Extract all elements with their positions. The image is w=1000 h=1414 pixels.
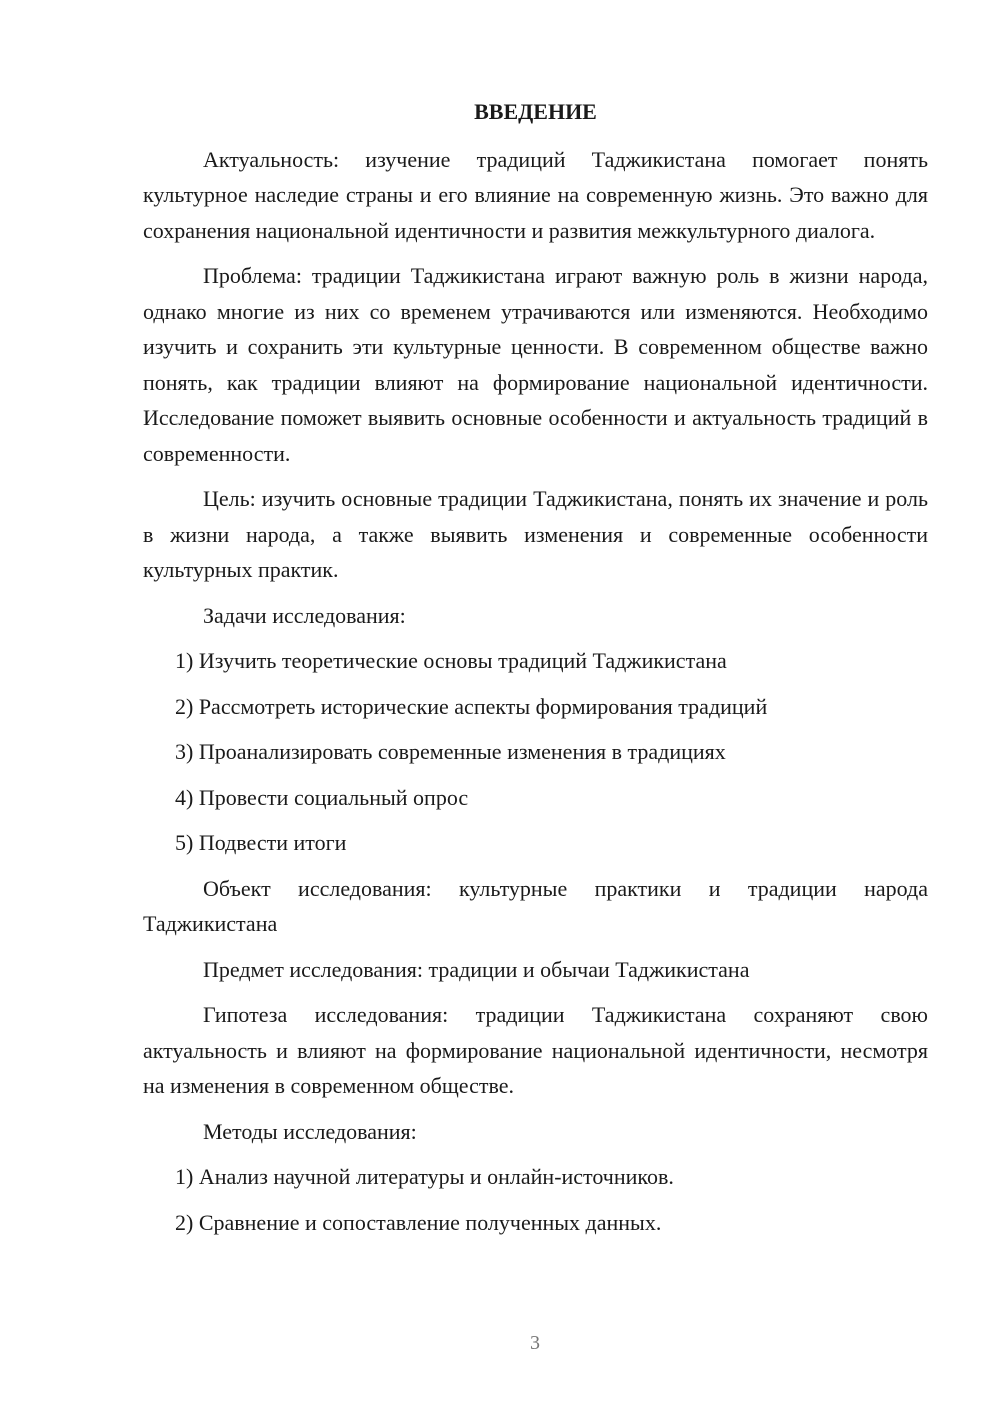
- subject-paragraph: Предмет исследования: традиции и обычаи Таджикистана: [203, 956, 750, 982]
- page-content: [143, 94, 928, 1250]
- list-item: 3) Проанализировать современные изменения в традициях: [175, 739, 726, 764]
- list-item: 5) Подвести итоги: [175, 830, 347, 855]
- page-number: 3: [530, 1332, 540, 1354]
- object-paragraph: Объект исследования: культурные практики и традиции народа Таджикистана: [143, 875, 928, 936]
- list-item: 1) Анализ научной литературы и онлайн-источников.: [175, 1164, 674, 1189]
- goal-paragraph: Цель: изучить основные традиции Таджикистана, понять их значение и роль в жизни народа, а также выявить изменения и современные особенности культурных практик.: [143, 486, 928, 582]
- list-item: 4) Провести социальный опрос: [175, 784, 469, 810]
- hypothesis-paragraph: Гипотеза исследования: традиции Таджикистана сохраняют свою актуальность и влияют на формирование национальной идентичности, несмотря на изменения в современном обществе.: [143, 1002, 928, 1098]
- list-item: 1) Изучить теоретические основы традиций Таджикистана: [175, 648, 727, 673]
- list-item: 2) Рассмотреть исторические аспекты формирования традиций: [175, 693, 768, 719]
- methods-heading: Методы исследования:: [203, 1118, 417, 1144]
- list-item: 2) Сравнение и сопоставление полученных данных.: [175, 1209, 662, 1235]
- relevance-paragraph: Актуальность: изучение традиций Таджикистана помогает понять культурное наследие страны и его влияние на современную жизнь. Это важно для сохранения национальной идентичности и развития межкультурного диалога.: [143, 146, 928, 243]
- section-title: ВВЕДЕНИЕ: [474, 99, 597, 124]
- methods-list: [143, 1159, 928, 1240]
- problem-paragraph: Проблема: традиции Таджикистана играют важную роль в жизни народа, однако многие из них со временем утрачиваются или изменяются. Необходимо изучить и сохранить эти культурные ценности. В современном обществе важно понять, как традиции влияют на формирование национальной идентичности. Исследование поможет выявить основные особенности и актуальность традиций в современности.: [143, 263, 928, 466]
- tasks-list: [143, 643, 928, 861]
- tasks-heading: Задачи исследования:: [203, 602, 406, 628]
